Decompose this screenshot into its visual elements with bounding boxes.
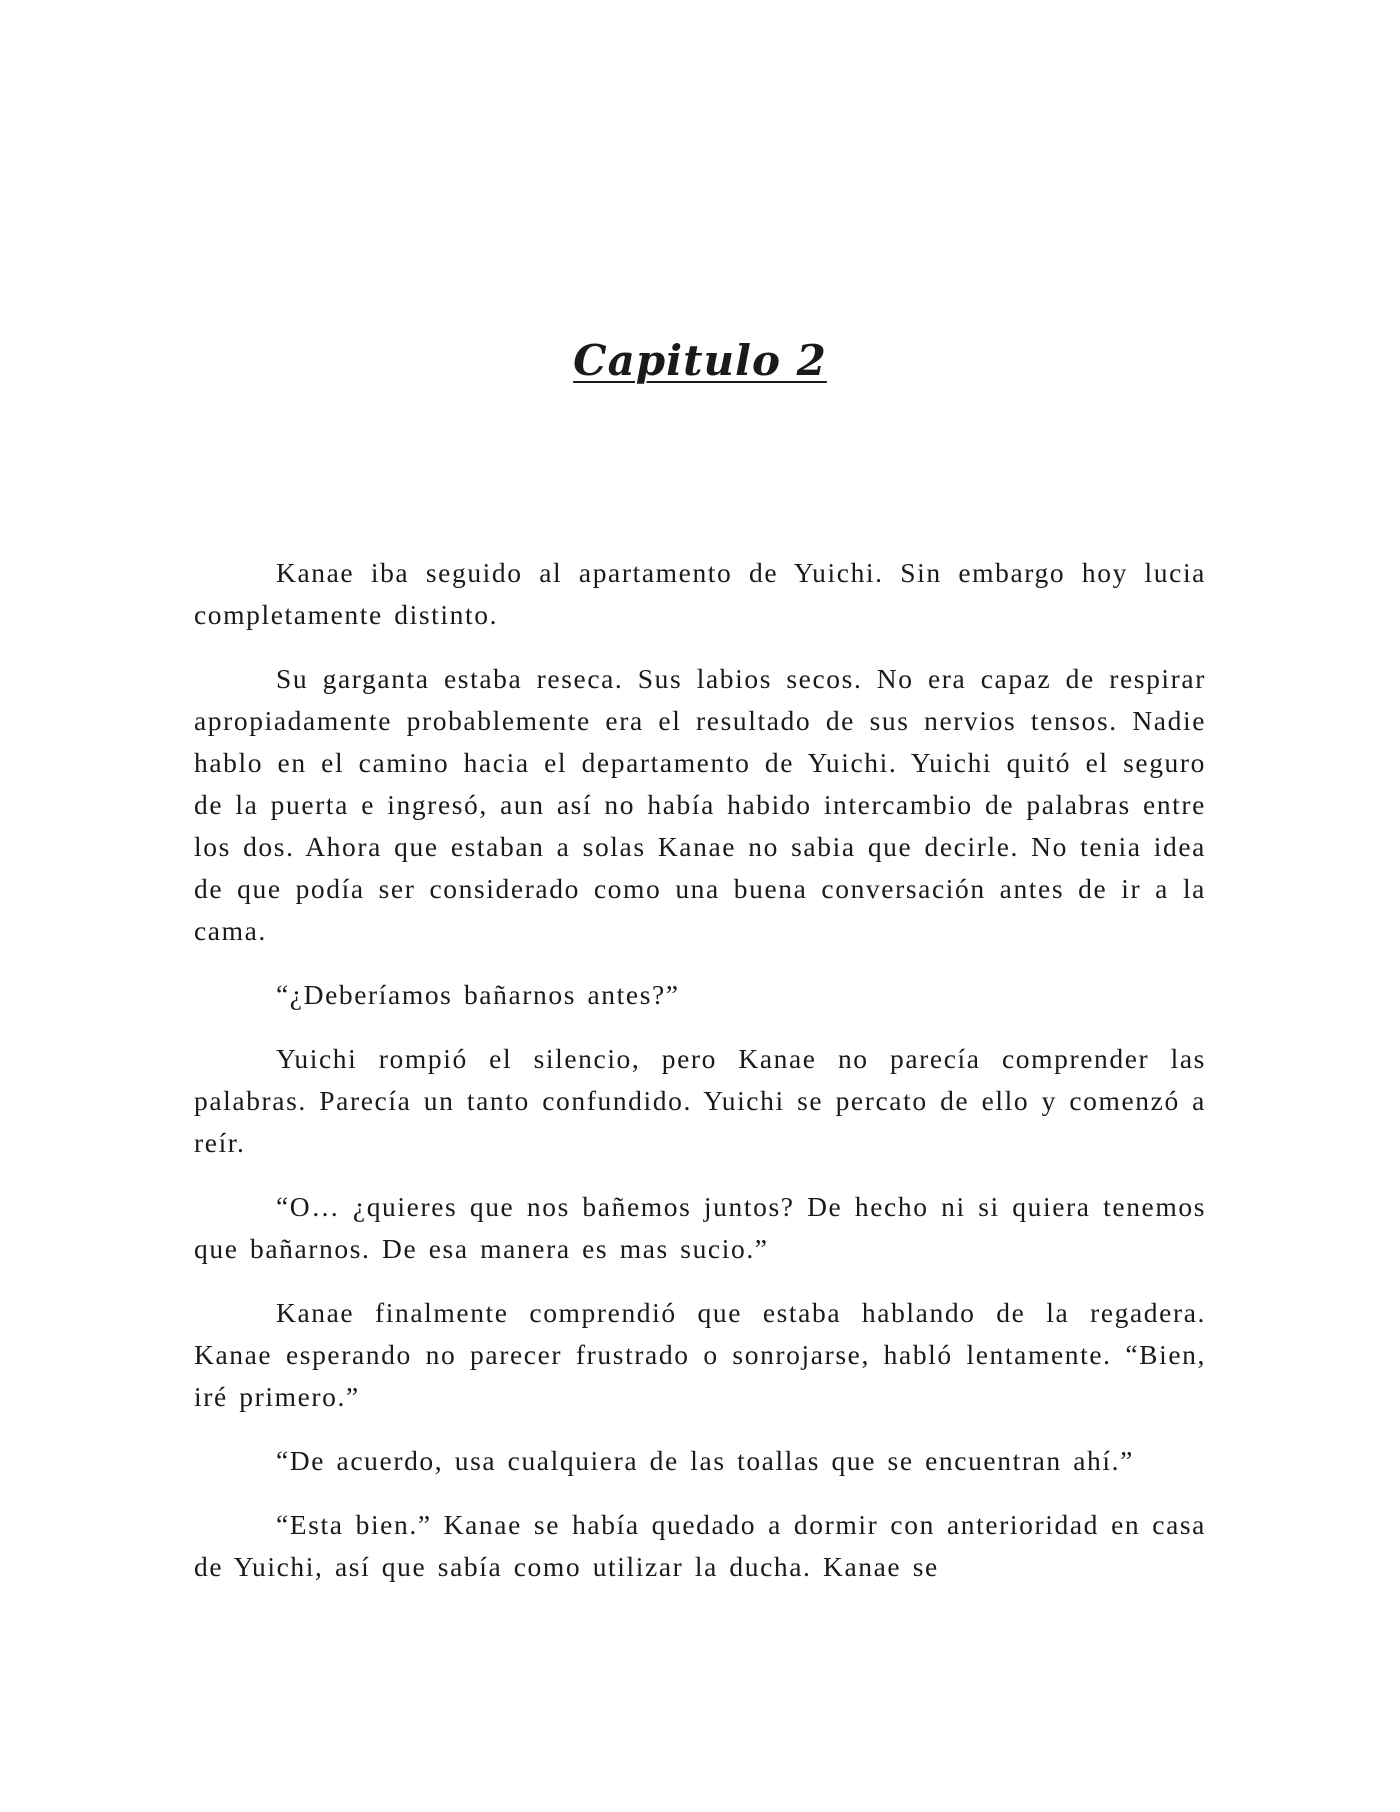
chapter-body <box>194 552 1206 1610</box>
paragraph: Kanae iba seguido al apartamento de Yuichi. Sin embargo hoy lucia completamente distinto. <box>194 557 1206 630</box>
dialogue-paragraph: “O… ¿quieres que nos bañemos juntos? De hecho ni si quiera tenemos que bañarnos. De esa manera es mas sucio.” <box>194 1191 1206 1264</box>
paragraph: Yuichi rompió el silencio, pero Kanae no parecía comprender las palabras. Parecía un tanto confundido. Yuichi se percato de ello y comenzó a reír. <box>194 1043 1206 1158</box>
paragraph: Kanae finalmente comprendió que estaba hablando de la regadera. Kanae esperando no parecer frustrado o sonrojarse, habló lentamente. “Bien, iré primero.” <box>194 1297 1206 1412</box>
dialogue-paragraph: “¿Deberíamos bañarnos antes?” <box>276 979 680 1010</box>
chapter-title: Capitulo 2 <box>573 336 827 385</box>
paragraph: Su garganta estaba reseca. Sus labios secos. No era capaz de respirar apropiadamente probablemente era el resultado de sus nervios tensos. Nadie hablo en el camino hacia el departamento de Yuichi. Yuichi quitó el seguro de la puerta e ingresó, aun así no había habido intercambio de palabras entre los dos. Ahora que estaban a solas Kanae no sabia que decirle. No tenia idea de que podía ser considerado como una buena conversación antes de ir a la cama. <box>194 663 1206 946</box>
paragraph: “Esta bien.” Kanae se había quedado a dormir con anterioridad en casa de Yuichi, así que sabía como utilizar la ducha. Kanae se <box>194 1509 1206 1582</box>
dialogue-paragraph: “De acuerdo, usa cualquiera de las toallas que se encuentran ahí.” <box>276 1445 1134 1476</box>
